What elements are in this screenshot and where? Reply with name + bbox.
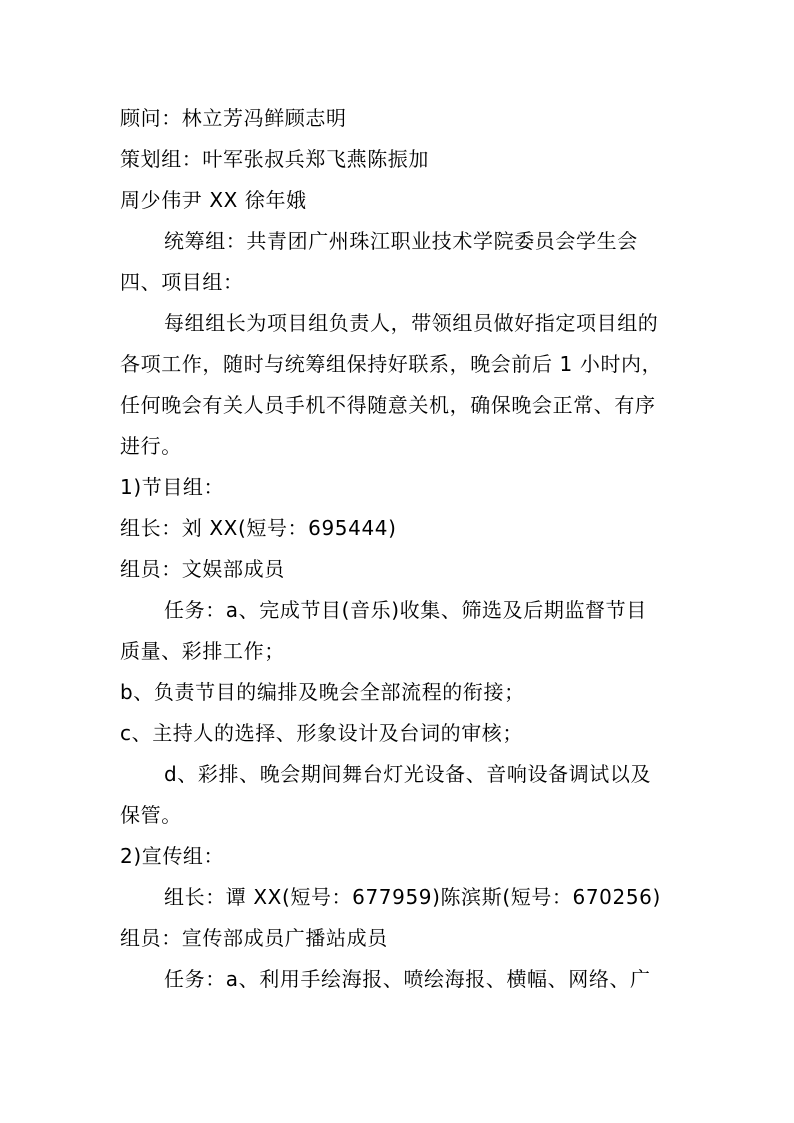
publicity-group-leader-line: 组长：谭 XX(短号：677959)陈滨斯(短号：670256) xyxy=(164,885,661,909)
advisors-line: 顾问：林立芳冯鲜顾志明 xyxy=(120,106,347,130)
program-group-task-line: b、负责节目的编排及晚会全部流程的衔接； xyxy=(120,680,525,704)
program-group-task-line: c、主持人的选择、形象设计及台词的审核； xyxy=(120,721,523,745)
subsection-heading-publicity-group: 2)宣传组： xyxy=(120,844,225,868)
planning-group-line: 策划组：叶军张叔兵郑飞燕陈振加 xyxy=(120,147,429,171)
paragraph-line: 进行。 xyxy=(120,434,182,458)
planning-group-continued-line: 周少伟尹 XX 徐年娥 xyxy=(120,188,307,212)
paragraph-line: 各项工作，随时与统筹组保持好联系，晚会前后 1 小时内， xyxy=(120,352,663,376)
section-heading-project-groups: 四、项目组： xyxy=(120,270,244,294)
program-group-members-line: 组员：文娱部成员 xyxy=(120,557,285,581)
program-group-task-line: 保管。 xyxy=(120,803,182,827)
program-group-task-line: 质量、彩排工作； xyxy=(120,639,285,663)
coordination-group-line: 统筹组：共青团广州珠江职业技术学院委员会学生会 xyxy=(164,229,638,253)
program-group-leader-line: 组长：刘 XX(短号：695444) xyxy=(120,516,397,540)
subsection-heading-program-group: 1)节目组： xyxy=(120,475,225,499)
paragraph-line: 任何晚会有关人员手机不得随意关机，确保晚会正常、有序 xyxy=(120,393,656,417)
paragraph-line: 每组组长为项目组负责人，带领组员做好指定项目组的 xyxy=(164,311,659,335)
program-group-task-line: d、彩排、晚会期间舞台灯光设备、音响设备调试以及 xyxy=(164,762,652,786)
publicity-group-task-line: 任务：a、利用手绘海报、喷绘海报、横幅、网络、广 xyxy=(164,967,651,991)
program-group-task-line: 任务：a、完成节目(音乐)收集、筛选及后期监督节目 xyxy=(164,598,647,622)
publicity-group-members-line: 组员：宣传部成员广播站成员 xyxy=(120,926,388,950)
